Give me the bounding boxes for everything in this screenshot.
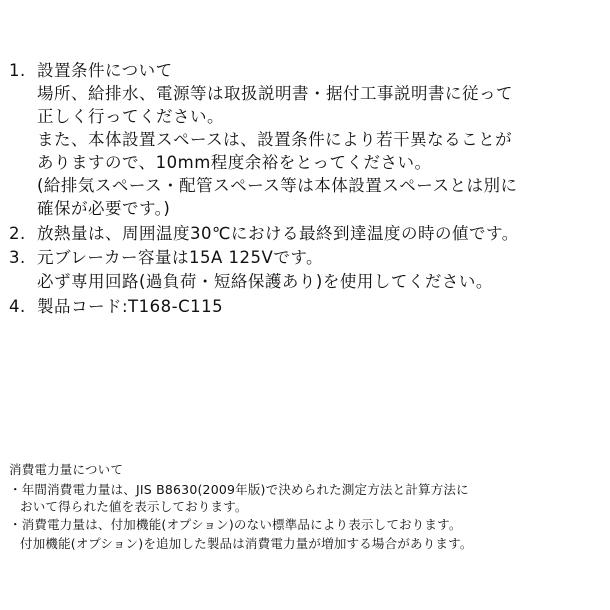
item-4-text: 製品コード:T168-C115 bbox=[37, 297, 224, 316]
item-3-note: 必ず専用回路(過負荷・短絡保護あり)を使用してください。 bbox=[37, 272, 493, 291]
item-1-line: ありますので、10mm程度余裕をとってください。 bbox=[37, 153, 432, 172]
item-3-number: 3. bbox=[9, 248, 26, 267]
power-note-line: ・年間消費電力量は、JIS B8630(2009年版)で決められた測定方法と計算方法に bbox=[9, 482, 469, 497]
item-2-text: 放熱量は、周囲温度30℃における最終到達温度の時の値です。 bbox=[37, 224, 519, 243]
power-note-heading: 消費電力量について bbox=[9, 462, 124, 477]
item-1-line: また、本体設置スペースは、設置条件により若干異なることが bbox=[37, 130, 513, 149]
item-1-line: (給排気スペース・配管スペース等は本体設置スペースとは別に bbox=[37, 176, 518, 195]
item-4-number: 4. bbox=[9, 297, 26, 316]
item-1-line: 場所、給排水、電源等は取扱説明書・据付工事説明書に従って bbox=[37, 84, 513, 103]
item-1-line: 確保が必要です。) bbox=[37, 199, 171, 218]
item-3-text: 元ブレーカー容量は15A 125Vです。 bbox=[37, 248, 323, 267]
power-note-line: 付加機能(オプション)を追加した製品は消費電力量が増加する場合があります。 bbox=[20, 536, 473, 551]
item-2-number: 2. bbox=[9, 224, 26, 243]
item-1-number: 1. bbox=[9, 61, 26, 80]
power-note-line: ・消費電力量は、付加機能(オプション)のない標準品により表示しております。 bbox=[9, 517, 462, 532]
item-1-line: 正しく行ってください。 bbox=[37, 107, 224, 126]
item-1-title: 設置条件について bbox=[37, 61, 173, 80]
power-note-line: おいて得られた値を表示しております。 bbox=[20, 499, 248, 514]
